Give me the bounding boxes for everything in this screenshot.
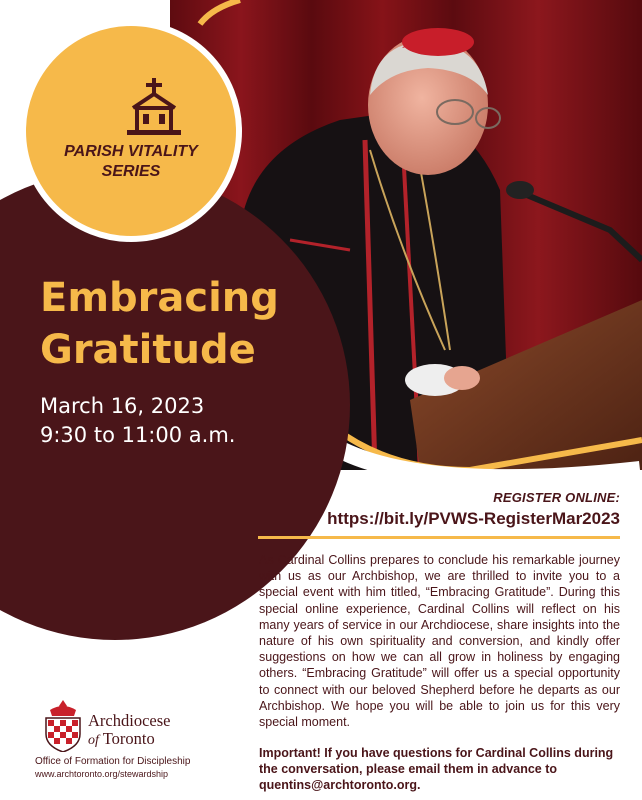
important-note: Important! If you have questions for Cardinal Collins during the conversation, please email them in advance to quentins@archtoronto.org.: [259, 746, 614, 793]
series-label: [46, 142, 216, 182]
archdiocese-name-of: of: [88, 733, 99, 748]
archdiocese-crest-icon: [42, 700, 84, 752]
event-time: 9:30 to 11:00 a.m.: [40, 423, 236, 447]
event-title: [40, 272, 300, 376]
register-label: REGISTER ONLINE:: [493, 490, 620, 505]
church-icon: [127, 78, 181, 136]
office-name: Office of Formation for Discipleship: [35, 756, 191, 767]
register-link[interactable]: https://bit.ly/PVWS-RegisterMar2023: [327, 509, 620, 528]
series-label-line2: SERIES: [101, 163, 161, 180]
archdiocese-name-line2: [88, 730, 170, 750]
series-label-line1: PARISH VITALITY: [64, 143, 198, 160]
event-title-line2: Gratitude: [40, 327, 256, 373]
event-date: March 16, 2023: [40, 394, 205, 418]
office-website[interactable]: www.archtoronto.org/stewardship: [35, 769, 169, 779]
archdiocese-name-line1: Archdiocese: [88, 711, 171, 730]
gold-divider: [258, 536, 620, 539]
archdiocese-name-toronto: Toronto: [102, 729, 155, 748]
office-info: [35, 756, 235, 780]
event-datetime: [40, 392, 300, 450]
event-description: As Cardinal Collins prepares to conclude his remarkable journey with us as our Archbishop, we are thrilled to invite you to a special event with him titled, “Embracing Gratitude”. During this special online experience, Cardinal Collins will reflect on his many years of service in our Archdiocese, share insights into the nature of his own spirituality and conversion, and kindly offer suggestions on how we can all grow in holiness by engaging others. “Embracing Gratitude” will offer us a special opportunity to connect with our beloved Shepherd before he departs as our Archbishop. We hope you will be able to join us for this very special moment.: [259, 553, 620, 730]
archdiocese-name: [88, 712, 170, 750]
event-title-line1: Embracing: [40, 275, 279, 321]
